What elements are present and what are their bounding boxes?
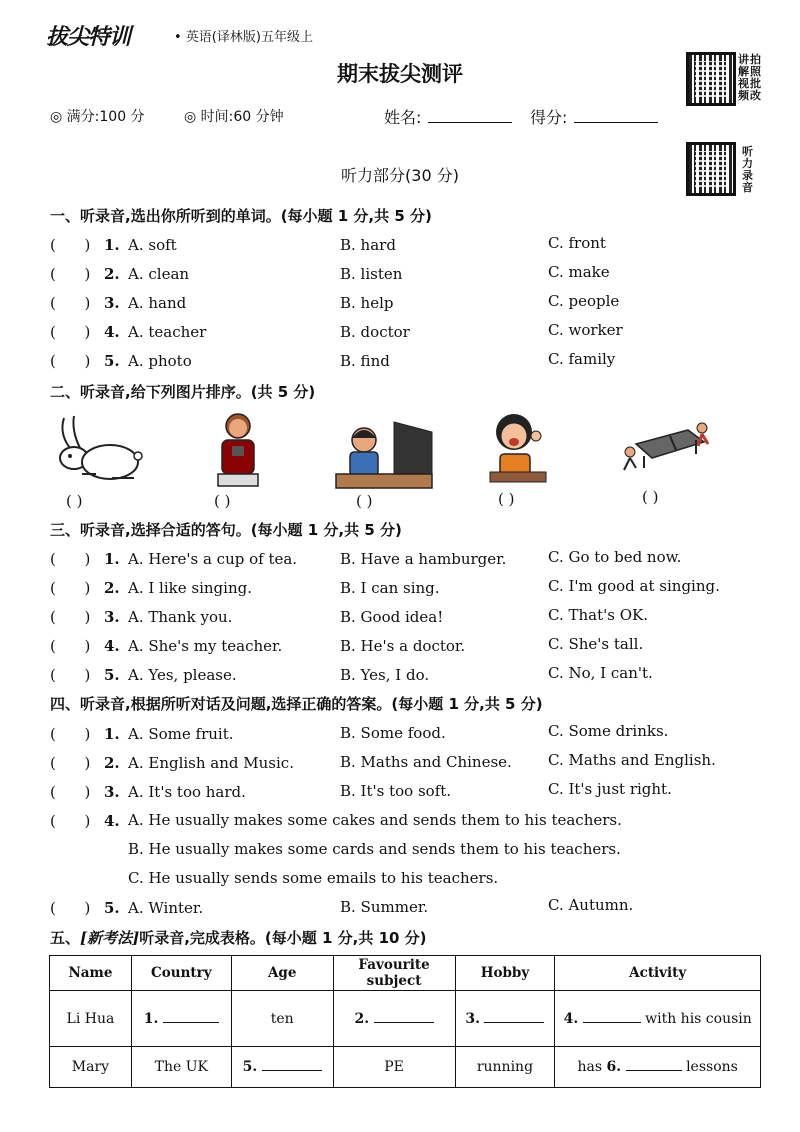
option-b: B. help — [340, 294, 394, 312]
option-a: A. I like singing. — [128, 579, 252, 597]
question-number: 2. — [104, 754, 120, 772]
question-number: 2. — [104, 579, 120, 597]
name-label: 姓名: — [384, 108, 422, 127]
answer-paren[interactable]: ( ) — [50, 899, 91, 917]
header-name: Name — [50, 956, 132, 991]
question-number: 2. — [104, 265, 120, 283]
question-number: 3. — [104, 294, 120, 312]
question-number: 5. — [104, 666, 120, 684]
option-b: B. doctor — [340, 323, 410, 341]
page-title: 期末拔尖测评 — [337, 62, 463, 86]
girl-eating-picture — [486, 410, 550, 484]
option-a: A. Here's a cup of tea. — [128, 550, 298, 568]
blank-4[interactable] — [583, 1022, 641, 1023]
answer-paren[interactable]: ( ) — [50, 783, 91, 801]
option-b: B. Yes, I do. — [340, 666, 430, 684]
blank-1[interactable] — [163, 1022, 219, 1023]
answer-paren[interactable]: ( ) — [50, 754, 91, 772]
answer-paren[interactable]: ( ) — [50, 323, 91, 341]
option-c: C. It's just right. — [548, 780, 672, 798]
question-number: 5. — [104, 352, 120, 370]
section1-title: 一、听录音,选出你所听到的单词。(每小题 1 分,共 5 分) — [50, 207, 432, 225]
boy-eating-picture — [208, 410, 268, 488]
exam-time: ◎ 时间:60 分钟 — [184, 109, 284, 125]
cell-country: The UK — [131, 1047, 231, 1088]
option-a: A. teacher — [128, 323, 207, 341]
option-c: C. worker — [548, 321, 623, 339]
option-a: A. Yes, please. — [128, 666, 237, 684]
full-score: ◎ 满分:100 分 — [50, 109, 145, 125]
header-country: Country — [131, 956, 231, 991]
answer-paren[interactable]: ( ) — [50, 265, 91, 283]
section2-title: 二、听录音,给下列图片排序。(共 5 分) — [50, 383, 316, 401]
option-a: A. clean — [128, 265, 190, 283]
option-c: C. make — [548, 263, 610, 281]
question-number: 4. — [104, 812, 120, 830]
option-c: C. Go to bed now. — [548, 548, 682, 566]
section3-title: 三、听录音,选择合适的答句。(每小题 1 分,共 5 分) — [50, 521, 402, 539]
name-field[interactable] — [428, 122, 512, 123]
answer-paren[interactable]: ( ) — [50, 637, 91, 655]
answer-paren[interactable]: ( ) — [50, 725, 91, 743]
option-a: A. It's too hard. — [128, 783, 246, 801]
rabbit-picture — [52, 412, 144, 484]
option-a: A. Thank you. — [128, 608, 233, 626]
question-number: 5. — [104, 899, 120, 917]
option-a: A. Winter. — [128, 899, 204, 917]
question-number: 3. — [104, 783, 120, 801]
option-b: B. Summer. — [340, 898, 429, 916]
header-age: Age — [231, 956, 333, 991]
question-number: 1. — [104, 236, 120, 254]
answer-paren[interactable]: ( ) — [50, 579, 91, 597]
option-c: C. family — [548, 350, 616, 368]
question-number: 1. — [104, 725, 120, 743]
picture-order-paren-1[interactable]: ( ) — [66, 492, 83, 510]
score-field[interactable] — [574, 122, 658, 123]
question-number: 1. — [104, 550, 120, 568]
cell-activity: has 6. lessons — [555, 1047, 761, 1088]
answer-paren[interactable]: ( ) — [50, 236, 91, 254]
picture-order-paren-4[interactable]: ( ) — [498, 490, 515, 508]
answer-paren[interactable]: ( ) — [50, 352, 91, 370]
option-b: B. Maths and Chinese. — [340, 753, 512, 771]
answer-paren[interactable]: ( ) — [50, 666, 91, 684]
cell-name: Mary — [50, 1047, 132, 1088]
option-b: B. Some food. — [340, 724, 446, 742]
score-label: 得分: — [530, 108, 568, 127]
option-a: A. He usually makes some cakes and sends them to his teachers. — [128, 811, 622, 829]
option-c: C. That's OK. — [548, 606, 648, 624]
boy-computer-picture — [334, 418, 434, 490]
picture-order-paren-3[interactable]: ( ) — [356, 492, 373, 510]
picture-order-paren-2[interactable]: ( ) — [214, 492, 231, 510]
question-number: 4. — [104, 323, 120, 341]
picture-order-paren-5[interactable]: ( ) — [642, 488, 659, 506]
question-number: 4. — [104, 637, 120, 655]
cell-activity: 4. with his cousin — [555, 991, 761, 1047]
question-number: 3. — [104, 608, 120, 626]
ping-pong-picture — [618, 418, 710, 474]
answer-paren[interactable]: ( ) — [50, 812, 91, 830]
book-subtitle: • 英语(译林版)五年级上 — [174, 30, 313, 45]
option-c: C. Maths and English. — [548, 751, 716, 769]
cell-name: Li Hua — [50, 991, 132, 1047]
option-b: B. He's a doctor. — [340, 637, 466, 655]
cell-hobby: 3. — [455, 991, 555, 1047]
option-b: B. He usually makes some cards and sends them to his teachers. — [128, 840, 621, 858]
option-c: C. She's tall. — [548, 635, 644, 653]
qr-code-video[interactable] — [686, 52, 736, 106]
option-c: C. Autumn. — [548, 896, 634, 914]
answer-paren[interactable]: ( ) — [50, 608, 91, 626]
option-b: B. It's too soft. — [340, 782, 452, 800]
header-subject: Favourite subject — [333, 956, 455, 991]
cell-age: 5. — [231, 1047, 333, 1088]
option-c: C. front — [548, 234, 606, 252]
qr-label-audio: 听 力 录 音 — [742, 145, 753, 194]
listening-title: 听力部分(30 分) — [341, 166, 459, 185]
blank-3[interactable] — [484, 1022, 544, 1023]
cell-age: ten — [231, 991, 333, 1047]
option-c: C. people — [548, 292, 620, 310]
blank-5[interactable] — [262, 1070, 322, 1071]
blank-6[interactable] — [626, 1070, 682, 1071]
option-c: C. No, I can't. — [548, 664, 653, 682]
answer-paren[interactable]: ( ) — [50, 550, 91, 568]
option-a: A. photo — [128, 352, 192, 370]
option-a: A. English and Music. — [128, 754, 294, 772]
answer-paren[interactable]: ( ) — [50, 294, 91, 312]
option-b: B. Good idea! — [340, 608, 444, 626]
new-method-tag: [新考法] — [80, 929, 140, 947]
option-c: C. He usually sends some emails to his teachers. — [128, 869, 499, 887]
header-activity: Activity — [555, 956, 761, 991]
header-hobby: Hobby — [455, 956, 555, 991]
option-b: B. I can sing. — [340, 579, 440, 597]
brand-logo: 拔尖特训 — [46, 25, 131, 50]
option-a: A. hand — [128, 294, 187, 312]
option-a: A. Some fruit. — [128, 725, 234, 743]
blank-2[interactable] — [374, 1022, 434, 1023]
cell-country: 1. — [131, 991, 231, 1047]
section4-title: 四、听录音,根据所听对话及问题,选择正确的答案。(每小题 1 分,共 5 分) — [50, 695, 543, 713]
option-a: A. She's my teacher. — [128, 637, 283, 655]
option-c: C. Some drinks. — [548, 722, 669, 740]
option-a: A. soft — [128, 236, 177, 254]
info-table — [49, 955, 761, 1088]
option-b: B. listen — [340, 265, 403, 283]
section5-title: 五、[新考法]听录音,完成表格。(每小题 1 分,共 10 分) — [50, 929, 427, 947]
cell-hobby: running — [455, 1047, 555, 1088]
cell-subject: 2. — [333, 991, 455, 1047]
option-b: B. find — [340, 352, 390, 370]
option-b: B. Have a hamburger. — [340, 550, 507, 568]
cell-subject: PE — [333, 1047, 455, 1088]
option-b: B. hard — [340, 236, 396, 254]
option-c: C. I'm good at singing. — [548, 577, 720, 595]
